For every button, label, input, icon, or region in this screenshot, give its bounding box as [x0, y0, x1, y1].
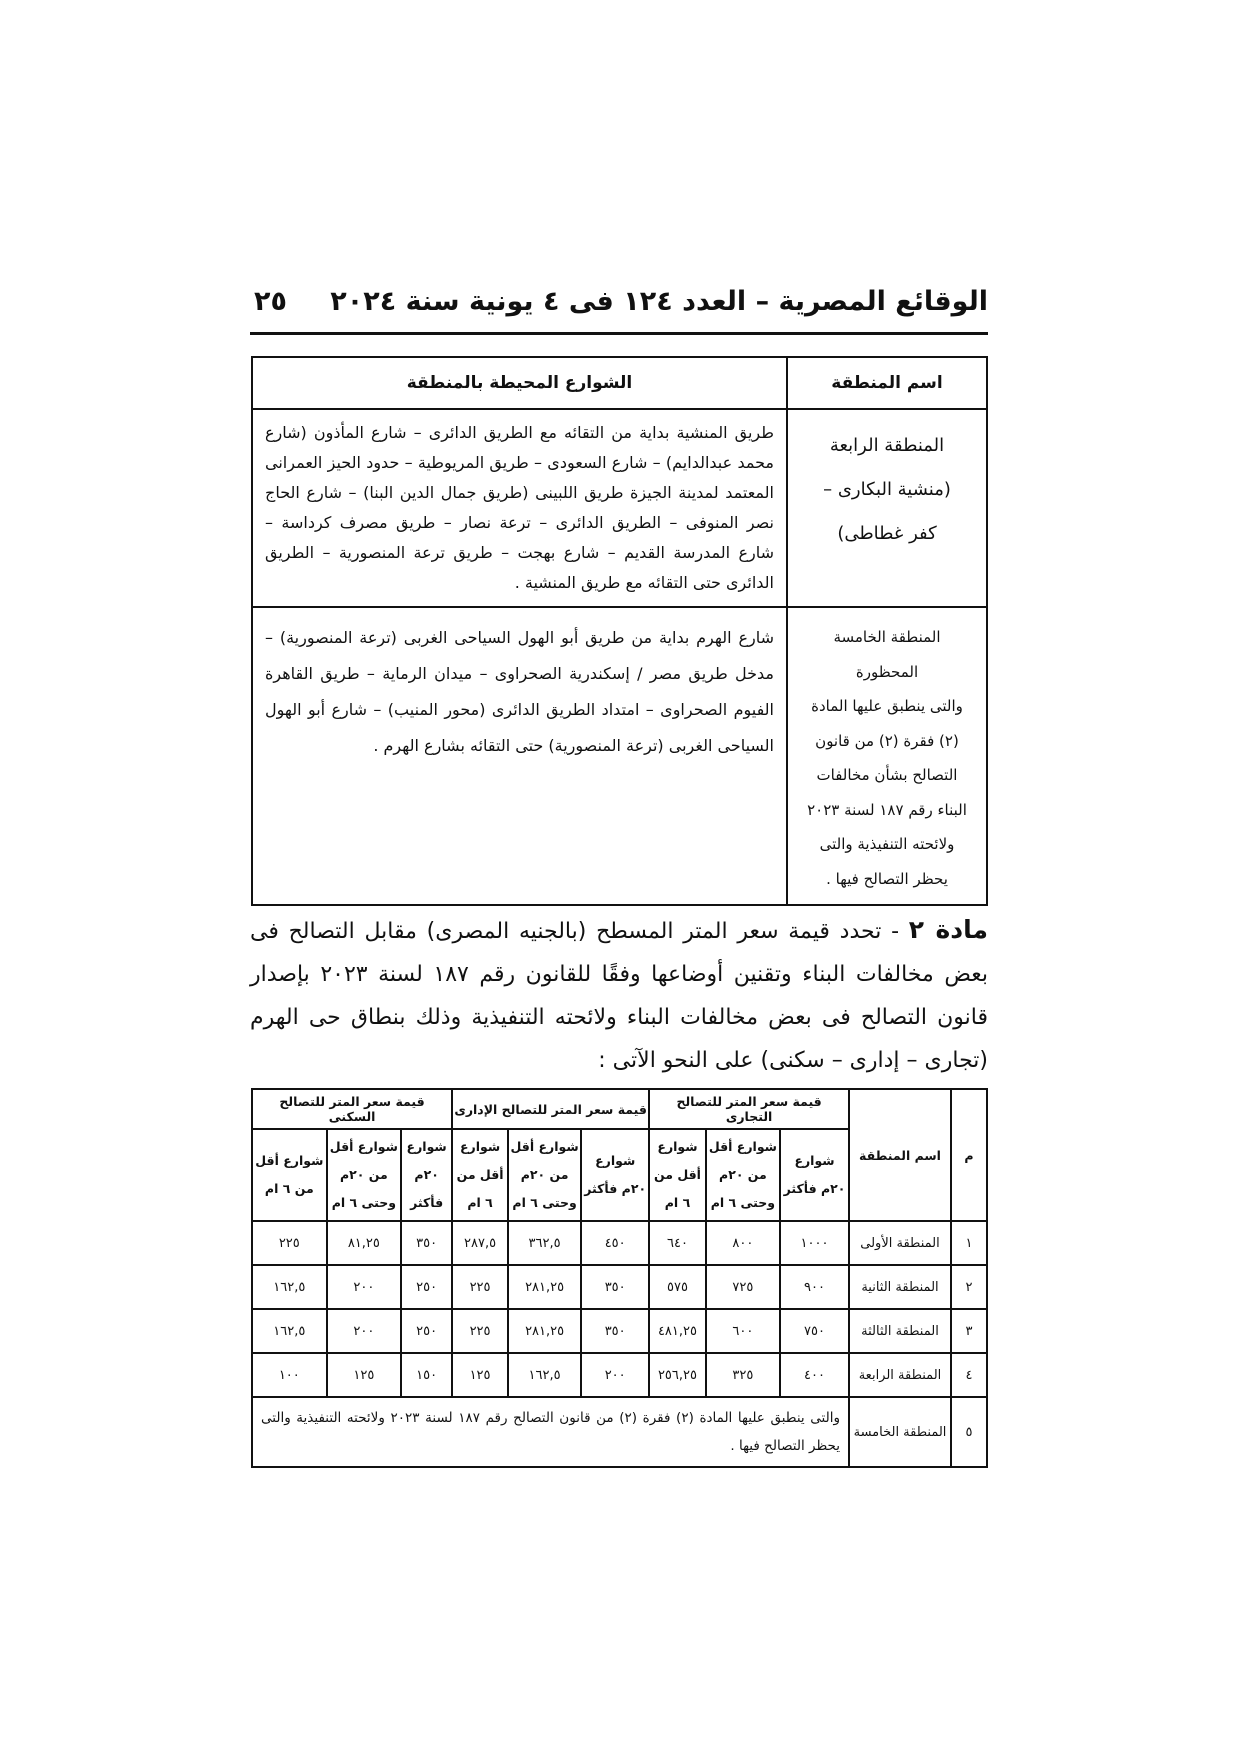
price-cell: ٢٨٧,٥	[452, 1221, 508, 1265]
row-index: ٥	[951, 1397, 987, 1467]
price-cell: ٩٠٠	[780, 1265, 849, 1309]
zone-name-line: كفر غطاطى)	[837, 523, 937, 544]
price-cell: ٢٠٠	[327, 1309, 402, 1353]
zone-name-line: البناء رقم ١٨٧ لسنة ٢٠٢٣	[807, 800, 967, 819]
commercial-group-header: قيمة سعر المتر للتصالح التجارى	[649, 1089, 849, 1129]
zone-name-line: المنطقة الخامسة المحظورة	[833, 628, 941, 681]
subheader-line: شوارع	[406, 1139, 447, 1154]
price-cell: ٣٥٠	[401, 1221, 452, 1265]
row-zone: المنطقة الثانية	[849, 1265, 951, 1309]
subheader-line: وحتى ٦ ام	[710, 1195, 776, 1210]
price-cell: ٢٥٦,٢٥	[649, 1353, 706, 1397]
subheader-line: من ٢٠م	[520, 1167, 569, 1182]
subheader-line: شوارع	[595, 1153, 636, 1168]
subheader-line: أقل من	[654, 1167, 701, 1182]
subheader-cell	[706, 1129, 780, 1221]
price-cell: ١٥٠	[401, 1353, 452, 1397]
administrative-group-header: قيمة سعر المتر للتصالح الإدارى	[452, 1089, 649, 1129]
subheader-cell	[649, 1129, 706, 1221]
price-cell: ٣٥٠	[581, 1309, 649, 1353]
subheader-line: من ٢٠م	[339, 1167, 388, 1182]
article-paragraph	[250, 908, 988, 1082]
price-cell: ٧٢٥	[706, 1265, 780, 1309]
price-cell: ٢٢٥	[452, 1265, 508, 1309]
subheader-line: شوارع أقل	[255, 1153, 324, 1168]
price-cell: ٧٥٠	[780, 1309, 849, 1353]
zone-header: اسم المنطقة	[849, 1089, 951, 1221]
price-cell: ١٦٢,٥	[508, 1353, 581, 1397]
subheader-line: شوارع	[657, 1139, 698, 1154]
subheader-line: من ٢٠م	[719, 1167, 767, 1182]
price-cell: ١٦٢,٥	[252, 1309, 327, 1353]
zone-name-line: (منشية البكارى –	[823, 479, 951, 500]
row-zone: المنطقة الرابعة	[849, 1353, 951, 1397]
zone-name-line: ولائحته التنفيذية والتى	[819, 835, 955, 853]
price-cell: ٢٥٠	[401, 1265, 452, 1309]
price-cell: ١٦٢,٥	[252, 1265, 327, 1309]
price-cell: ٥٧٥	[649, 1265, 706, 1309]
table-row	[252, 1353, 987, 1397]
row-zone: المنطقة الأولى	[849, 1221, 951, 1265]
row-index: ٣	[951, 1309, 987, 1353]
price-cell: ١٢٥	[452, 1353, 508, 1397]
subheader-cell	[452, 1129, 508, 1221]
table-row	[252, 1221, 987, 1265]
zone-name-line: المنطقة الرابعة	[829, 435, 945, 456]
gazette-title: الوقائع المصرية – العدد ١٢٤ فى ٤ يونية سنة ٢٠٢٤	[330, 286, 988, 317]
subheader-line: ٦ ام	[664, 1195, 691, 1210]
zone-name-cell	[787, 607, 987, 905]
subheader-cell	[327, 1129, 402, 1221]
subheader-line: شوارع أقل	[329, 1139, 398, 1154]
page-header	[250, 286, 988, 326]
price-cell: ٣٦٢,٥	[508, 1221, 581, 1265]
subheader-cell	[508, 1129, 581, 1221]
price-cell: ٨١,٢٥	[327, 1221, 402, 1265]
subheader-line: شوارع أقل	[708, 1139, 777, 1154]
price-cell: ٢٠٠	[327, 1265, 402, 1309]
index-header: م	[951, 1089, 987, 1221]
zone-name-header: اسم المنطقة	[787, 357, 987, 409]
zone-name-cell	[787, 409, 987, 607]
row-index: ٤	[951, 1353, 987, 1397]
price-cell: ٤٠٠	[780, 1353, 849, 1397]
price-cell: ٢٢٥	[252, 1221, 327, 1265]
subheader-line: وحتى ٦ ام	[512, 1195, 577, 1210]
table-row	[252, 409, 987, 607]
table-row	[252, 1397, 987, 1467]
table-row	[252, 1265, 987, 1309]
subheader-cell	[401, 1129, 452, 1221]
price-cell: ٦٠٠	[706, 1309, 780, 1353]
article-text: - تحدد قيمة سعر المتر المسطح (بالجنيه المصرى) مقابل التصالح فى بعض مخالفات البناء وتقنين أوضاعها وفقًا للقانون رقم ١٨٧ لسنة ٢٠٢٣ بإصدار قانون التصالح فى بعض مخالفات البناء ولائحته التنفيذية وذلك بنطاق حى الهرم (تجارى – إدارى – سكنى) على النحو الآتى :	[250, 919, 989, 1073]
price-cell: ٤٨١,٢٥	[649, 1309, 706, 1353]
subheader-cell	[252, 1129, 327, 1221]
subheader-line: شوارع	[794, 1153, 835, 1168]
header-rule	[250, 332, 988, 335]
subheader-line: من ٦ ام	[264, 1181, 314, 1196]
price-cell: ١٠٠	[252, 1353, 327, 1397]
subheader-line: وحتى ٦ ام	[331, 1195, 397, 1210]
price-cell: ١٠٠٠	[780, 1221, 849, 1265]
subheader-line: ٢٠م	[414, 1167, 439, 1182]
prohibited-zone-note: والتى ينطبق عليها المادة (٢) فقرة (٢) من قانون التصالح رقم ١٨٧ لسنة ٢٠٢٣ ولائحته التنفيذية والتى يحظر التصالح فيها .	[252, 1397, 849, 1467]
streets-cell: طريق المنشية بداية من التقائه مع الطريق الدائرى – شارع المأذون (شارع محمد عبدالدايم) – شارع السعودى – طريق المريوطية – حدود الحيز العمرانى المعتمد لمدينة الجيزة طريق اللبينى (طريق جمال الدين البنا) – شارع الحاج نصر المنوفى – الطريق الدائرى – ترعة نصار – طريق مصرف كرداسة – شارع المدرسة القديم – شارع بهجت – طريق ترعة المنصورية – الطريق الدائرى حتى التقائه مع طريق المنشية .	[252, 409, 787, 607]
zones-table	[251, 356, 988, 906]
price-cell: ٣٢٥	[706, 1353, 780, 1397]
price-cell: ٢٨١,٢٥	[508, 1309, 581, 1353]
price-cell: ٢٨١,٢٥	[508, 1265, 581, 1309]
zone-name-line: والتى ينطبق عليها المادة	[811, 697, 963, 715]
table-row	[252, 1309, 987, 1353]
price-cell: ٦٤٠	[649, 1221, 706, 1265]
residential-group-header: قيمة سعر المتر للتصالح السكنى	[252, 1089, 452, 1129]
price-table	[251, 1088, 988, 1468]
price-cell: ٢٥٠	[401, 1309, 452, 1353]
subheader-line: شوارع	[459, 1139, 501, 1154]
price-cell: ٤٥٠	[581, 1221, 649, 1265]
subheader-line: فأكثر	[410, 1195, 444, 1210]
price-cell: ٣٥٠	[581, 1265, 649, 1309]
row-zone: المنطقة الخامسة	[849, 1397, 951, 1467]
streets-header: الشوارع المحيطة بالمنطقة	[252, 357, 787, 409]
subheader-line: ٢٠م فأكثر	[783, 1181, 846, 1196]
article-label: مادة ٢	[908, 915, 988, 944]
subheader-line: ٦ ام	[467, 1195, 493, 1210]
subheader-line: ٢٠م فأكثر	[584, 1181, 647, 1196]
price-cell: ٢٢٥	[452, 1309, 508, 1353]
subheader-line: أقل من	[456, 1167, 504, 1182]
zone-name-line: يحظر التصالح فيها .	[826, 869, 948, 888]
price-cell: ١٢٥	[327, 1353, 402, 1397]
zone-name-line: (٢) فقرة (٢) من قانون	[815, 731, 959, 750]
row-zone: المنطقة الثالثة	[849, 1309, 951, 1353]
subheader-cell	[581, 1129, 649, 1221]
subheader-cell	[780, 1129, 849, 1221]
row-index: ٢	[951, 1265, 987, 1309]
zone-name-line: التصالح بشأن مخالفات	[816, 766, 958, 784]
price-cell: ٨٠٠	[706, 1221, 780, 1265]
table-row	[252, 607, 987, 905]
page-number: ٢٥	[254, 286, 287, 317]
row-index: ١	[951, 1221, 987, 1265]
price-cell: ٢٠٠	[581, 1353, 649, 1397]
streets-cell: شارع الهرم بداية من طريق أبو الهول السياحى الغربى (ترعة المنصورية) – مدخل طريق مصر / إسكندرية الصحراوى – ميدان الرماية – طريق القاهرة الفيوم الصحراوى – امتداد الطريق الدائرى (محور المنيب) – شارع أبو الهول السياحى الغربى (ترعة المنصورية) حتى التقائه بشارع الهرم .	[252, 607, 787, 905]
subheader-line: شوارع أقل	[510, 1139, 579, 1154]
